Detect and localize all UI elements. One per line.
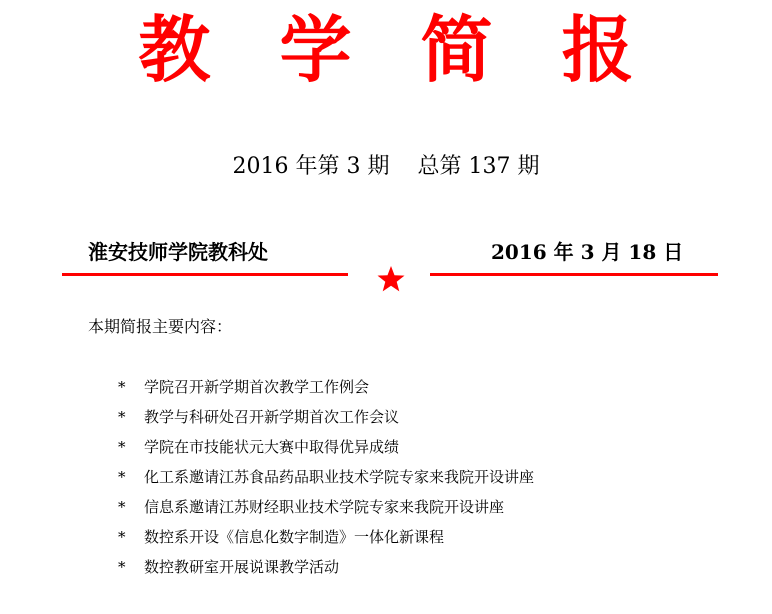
bulletin-masthead: 教 学 简 报 <box>138 8 656 92</box>
list-item <box>118 436 534 466</box>
list-item <box>118 496 534 526</box>
bullet-marker: * <box>118 378 126 396</box>
list-item <box>118 376 534 406</box>
bullet-marker: * <box>118 498 126 516</box>
list-item-text: 化工系邀请江苏食品药品职业技术学院专家来我院开设讲座 <box>144 468 535 486</box>
list-item <box>118 526 534 556</box>
list-item-text: 学院召开新学期首次教学工作例会 <box>144 378 370 396</box>
bullet-marker: * <box>118 438 126 456</box>
list-item <box>118 556 534 586</box>
left-divider <box>62 273 348 276</box>
bullet-marker: * <box>118 408 126 426</box>
bullet-marker: * <box>118 528 126 546</box>
list-item-text: 教学与科研处召开新学期首次工作会议 <box>144 408 400 426</box>
contents-list <box>118 376 534 586</box>
list-item-text: 学院在市技能状元大赛中取得优异成绩 <box>144 438 400 456</box>
bullet-marker: * <box>118 558 126 576</box>
right-divider <box>430 273 718 276</box>
list-item-text: 数控教研室开展说课教学活动 <box>144 558 340 576</box>
bullet-marker: * <box>118 468 126 486</box>
list-item <box>118 466 534 496</box>
list-item-text: 信息系邀请江苏财经职业技术学院专家来我院开设讲座 <box>144 498 505 516</box>
issue-total: 总第 137 期 <box>417 154 540 179</box>
organization-name: 淮安技师学院教科处 <box>88 240 268 264</box>
contents-heading: 本期简报主要内容： <box>88 317 233 336</box>
star-icon <box>375 263 407 295</box>
issue-number <box>0 152 772 182</box>
publish-date: 2016 年 3 月 18 日 <box>491 240 684 264</box>
issue-current: 2016 年第 3 期 <box>232 154 390 179</box>
list-item <box>118 406 534 436</box>
list-item-text: 数控系开设《信息化数字制造》一体化新课程 <box>144 528 445 546</box>
